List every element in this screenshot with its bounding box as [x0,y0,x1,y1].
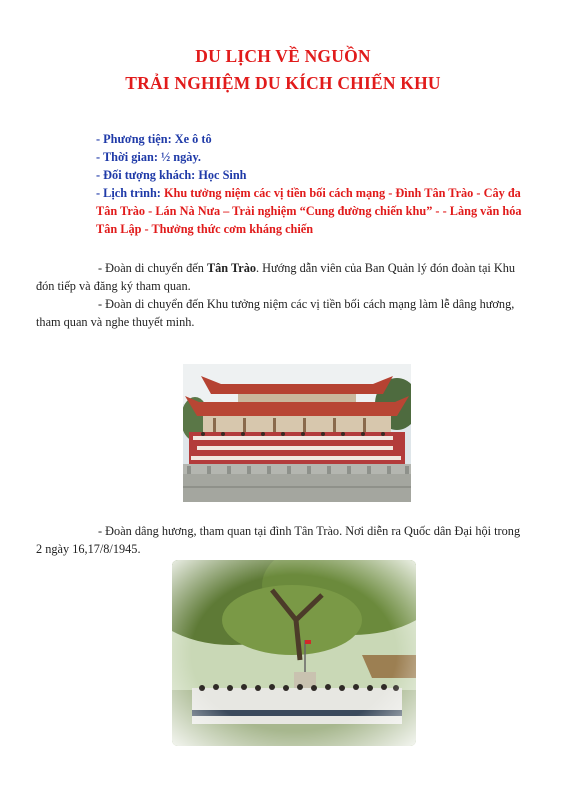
tan-trao-group-photo [172,560,416,746]
temple-group-photo [183,364,411,502]
paragraph-1 [36,259,528,295]
info-itinerary [96,184,536,238]
info-vehicle: - Phương tiện: Xe ô tô [96,132,212,146]
paragraph-3: - Đoàn dâng hương, tham quan tại đình Tân Trào. Nơi diễn ra Quốc dân Đại hội trong 2 ngày 16,17/8/1945. [36,524,521,556]
paragraph-2: - Đoàn di chuyển đến Khu tưởng niệm các vị tiền bối cách mạng làm lễ dâng hương, tham quan và nghe thuyết minh. [36,297,515,329]
itinerary-text: Khu tưởng niệm các vị tiền bối cách mạng - Đình Tân Trào - Cây đa Tân Trào - Lán Nà Nưa – Trải nghiệm “Cung đường chiến khu” - - Làng văn hóa Tân Lập - Thưởng thức cơm kháng chiến [96,186,522,236]
title-line-1: DU LỊCH VỀ NGUỒN [195,46,371,66]
info-audience: - Đối tượng khách: Học Sinh [96,168,247,182]
info-time: - Thời gian: ½ ngày. [96,150,201,164]
title-line-2: TRẢI NGHIỆM DU KÍCH CHIẾN KHU [125,73,441,93]
itinerary-label: - Lịch trình: [96,186,164,200]
paragraph-1-end: . Hướng dẫn viên của Ban Quản lý đón đoàn tại Khu đón tiếp và đăng ký tham quan. [36,261,516,293]
paragraph-1-start: - Đoàn di chuyển đến [98,261,207,275]
paragraph-1-bold: Tân Trào [206,261,257,275]
